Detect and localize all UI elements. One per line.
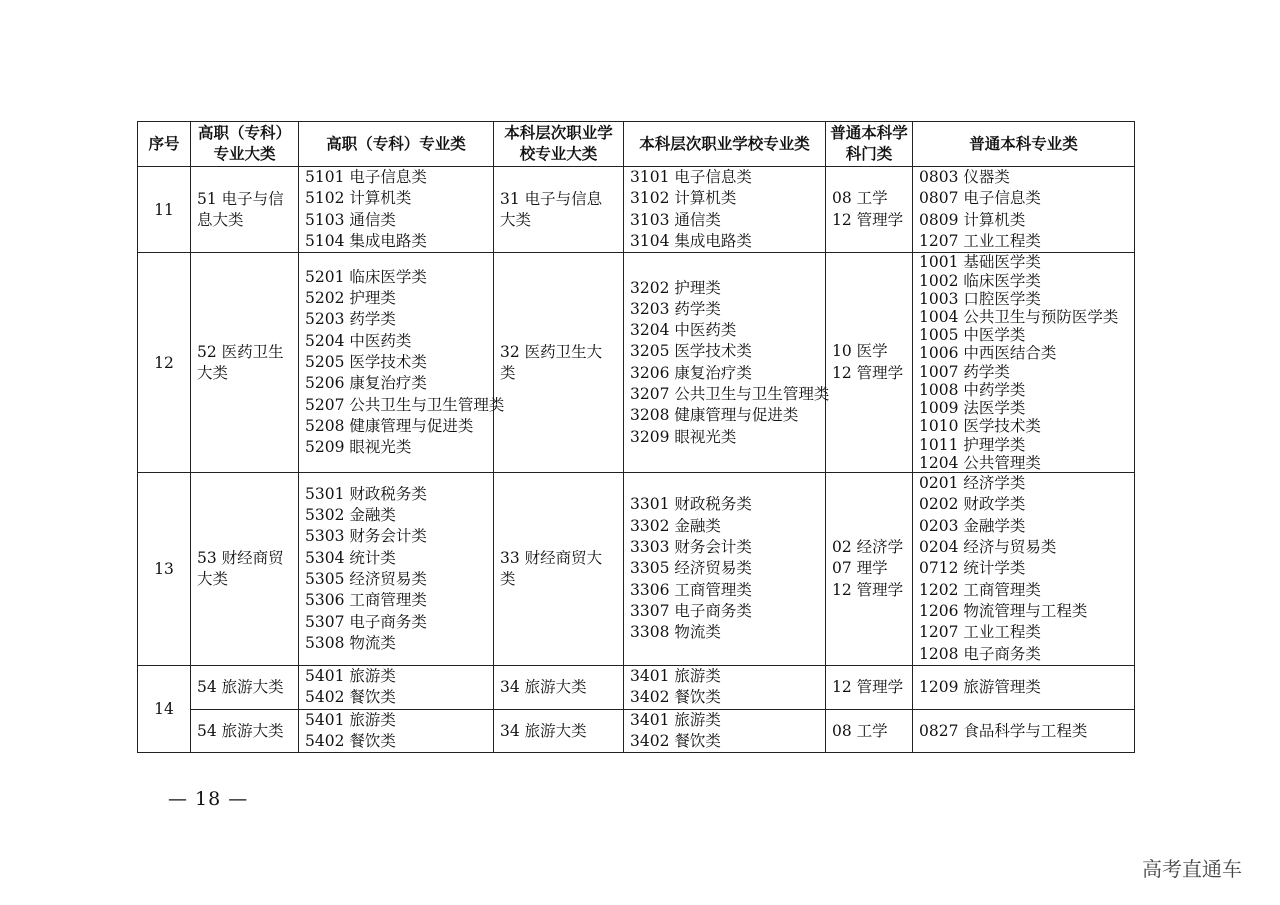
- list-item: 08 工学: [832, 721, 888, 740]
- gz-category-cell: 53 财经商贸大类: [191, 473, 299, 666]
- list-item: 5209 眼视光类: [305, 438, 412, 457]
- list-item: 5103 通信类: [305, 210, 396, 229]
- list-item: 1007 药学类: [919, 362, 1010, 381]
- gz-category-cell: 54 旅游大类: [191, 665, 299, 709]
- list-item: 12 管理学: [832, 677, 904, 696]
- list-item: 1209 旅游管理类: [919, 677, 1041, 696]
- list-item: 02 经济学: [832, 538, 904, 557]
- header-bk-major-class: 本科层次职业学校专业类: [624, 122, 826, 167]
- pt-discipline-list: [826, 665, 913, 709]
- header-pt-discipline: 普通本科学科门类: [826, 122, 913, 167]
- list-item: 5202 护理类: [305, 289, 396, 308]
- bk-category-cell: 32 医药卫生大类: [494, 253, 624, 473]
- list-item: 5104 集成电路类: [305, 231, 427, 250]
- header-row: [138, 122, 1135, 167]
- list-item: 3401 旅游类: [630, 667, 721, 686]
- header-seq: 序号: [138, 122, 191, 167]
- list-item: 5402 餐饮类: [305, 688, 396, 707]
- list-item: 1011 护理学类: [919, 435, 1026, 454]
- list-item: 1207 工业工程类: [919, 623, 1041, 642]
- bk-major-list: [624, 665, 826, 709]
- table-row: [138, 253, 1135, 473]
- list-item: 5306 工商管理类: [305, 591, 427, 610]
- list-item: 5304 统计类: [305, 548, 396, 567]
- list-item: 1002 临床医学类: [919, 271, 1041, 290]
- row-seq: 12: [138, 253, 191, 473]
- list-item: 3307 电子商务类: [630, 601, 752, 620]
- list-item: 5206 康复治疗类: [305, 374, 427, 393]
- pt-major-list: [913, 665, 1135, 709]
- list-item: 5201 临床医学类: [305, 267, 427, 286]
- list-item: 5301 财政税务类: [305, 484, 427, 503]
- list-item: 1008 中药学类: [919, 380, 1026, 399]
- pt-major-list: [913, 709, 1135, 753]
- watermark: 高考直通车: [1142, 857, 1242, 881]
- list-item: 0803 仪器类: [919, 168, 1010, 186]
- gz-major-list: [299, 709, 494, 753]
- table-row: [138, 473, 1135, 666]
- list-item: 5402 餐饮类: [305, 732, 396, 751]
- bk-major-list: [624, 709, 826, 753]
- bk-category-cell: 33 财经商贸大类: [494, 473, 624, 666]
- list-item: 1003 口腔医学类: [919, 289, 1041, 308]
- list-item: 3302 金融类: [630, 516, 721, 535]
- bk-category-cell: 31 电子与信息大类: [494, 167, 624, 253]
- list-item: 3402 餐饮类: [630, 732, 721, 751]
- list-item: 5207 公共卫生与卫生管理类: [305, 395, 505, 414]
- pt-discipline-list: [826, 253, 913, 473]
- list-item: 1005 中医学类: [919, 326, 1026, 345]
- gz-category-cell: 54 旅游大类: [191, 709, 299, 753]
- table-row: [138, 665, 1135, 709]
- list-item: 3401 旅游类: [630, 710, 721, 729]
- row-seq: 13: [138, 473, 191, 666]
- list-item: 5401 旅游类: [305, 667, 396, 686]
- list-item: 10 医学: [832, 342, 888, 361]
- bk-major-list: [624, 253, 830, 473]
- header-gz-category: 高职（专科）专业大类: [191, 122, 299, 167]
- list-item: 5204 中医药类: [305, 331, 412, 350]
- list-item: 0809 计算机类: [919, 210, 1026, 229]
- list-item: 5307 电子商务类: [305, 612, 427, 631]
- list-item: 3402 餐饮类: [630, 688, 721, 707]
- list-item: 5205 医学技术类: [305, 353, 427, 372]
- list-item: 0203 金融学类: [919, 516, 1026, 535]
- list-item: 3204 中医药类: [630, 321, 737, 340]
- list-item: 07 理学: [832, 559, 888, 578]
- row-seq: 14: [138, 665, 191, 753]
- list-item: 0204 经济与贸易类: [919, 538, 1057, 557]
- list-item: 5208 健康管理与促进类: [305, 416, 474, 435]
- gz-major-list: [299, 665, 494, 709]
- list-item: 1202 工商管理类: [919, 580, 1041, 599]
- list-item: 1006 中西医结合类: [919, 344, 1057, 363]
- list-item: 3301 财政税务类: [630, 495, 752, 514]
- header-pt-major-class: 普通本科专业类: [913, 122, 1135, 167]
- table-row: [138, 167, 1135, 253]
- list-item: 3209 眼视光类: [630, 427, 737, 446]
- list-item: 3308 物流类: [630, 623, 721, 642]
- pt-major-list: [913, 473, 1135, 666]
- list-item: 3303 财务会计类: [630, 538, 752, 557]
- list-item: 5401 旅游类: [305, 710, 396, 729]
- list-item: 3208 健康管理与促进类: [630, 406, 799, 425]
- page-number: — 18 —: [168, 788, 249, 810]
- list-item: 3203 药学类: [630, 299, 721, 318]
- bk-category-cell: 34 旅游大类: [494, 665, 624, 709]
- list-item: 3306 工商管理类: [630, 580, 752, 599]
- list-item: 5102 计算机类: [305, 189, 412, 208]
- list-item: 5203 药学类: [305, 310, 396, 329]
- list-item: 1001 基础医学类: [919, 253, 1041, 272]
- list-item: 08 工学: [832, 189, 888, 208]
- list-item: 5308 物流类: [305, 633, 396, 652]
- list-item: 12 管理学: [832, 210, 904, 229]
- gz-category-cell: 52 医药卫生大类: [191, 253, 299, 473]
- list-item: 5302 金融类: [305, 506, 396, 525]
- header-bk-category: 本科层次职业学校专业大类: [494, 122, 624, 167]
- list-item: 1206 物流管理与工程类: [919, 601, 1088, 620]
- list-item: 3104 集成电路类: [630, 231, 752, 250]
- table-row: [138, 709, 1135, 753]
- pt-major-list: [913, 167, 1135, 253]
- list-item: 5101 电子信息类: [305, 168, 427, 186]
- row-seq: 11: [138, 167, 191, 253]
- list-item: 12 管理学: [832, 580, 904, 599]
- list-item: 1204 公共管理类: [919, 453, 1041, 472]
- list-item: 12 管理学: [832, 363, 904, 382]
- list-item: 3202 护理类: [630, 278, 721, 297]
- list-item: 3205 医学技术类: [630, 342, 752, 361]
- gz-major-list: [299, 167, 494, 253]
- list-item: 0807 电子信息类: [919, 189, 1041, 208]
- list-item: 3206 康复治疗类: [630, 363, 752, 382]
- list-item: 3305 经济贸易类: [630, 559, 752, 578]
- list-item: 1004 公共卫生与预防医学类: [919, 308, 1119, 327]
- pt-discipline-list: [826, 709, 913, 753]
- list-item: 3101 电子信息类: [630, 168, 752, 186]
- gz-category-cell: 51 电子与信息大类: [191, 167, 299, 253]
- list-item: 1207 工业工程类: [919, 231, 1041, 250]
- list-item: 0201 经济学类: [919, 474, 1026, 493]
- bk-major-list: [624, 473, 826, 666]
- bk-category-cell: 34 旅游大类: [494, 709, 624, 753]
- list-item: 5303 财务会计类: [305, 527, 427, 546]
- list-item: 3102 计算机类: [630, 189, 737, 208]
- pt-major-list: [913, 253, 1135, 473]
- gz-major-list: [299, 473, 494, 666]
- list-item: 0712 统计学类: [919, 559, 1026, 578]
- pt-discipline-list: [826, 167, 913, 253]
- list-item: 0827 食品科学与工程类: [919, 721, 1088, 740]
- bk-major-list: [624, 167, 826, 253]
- list-item: 0202 财政学类: [919, 495, 1026, 514]
- gz-major-list: [299, 253, 505, 473]
- list-item: 1009 法医学类: [919, 399, 1026, 418]
- header-gz-major-class: 高职（专科）专业类: [299, 122, 494, 167]
- list-item: 1208 电子商务类: [919, 644, 1041, 663]
- list-item: 1010 医学技术类: [919, 417, 1041, 436]
- major-correspondence-table: [137, 121, 1135, 753]
- pt-discipline-list: [826, 473, 913, 666]
- list-item: 3207 公共卫生与卫生管理类: [630, 384, 830, 403]
- list-item: 5305 经济贸易类: [305, 570, 427, 589]
- list-item: 3103 通信类: [630, 210, 721, 229]
